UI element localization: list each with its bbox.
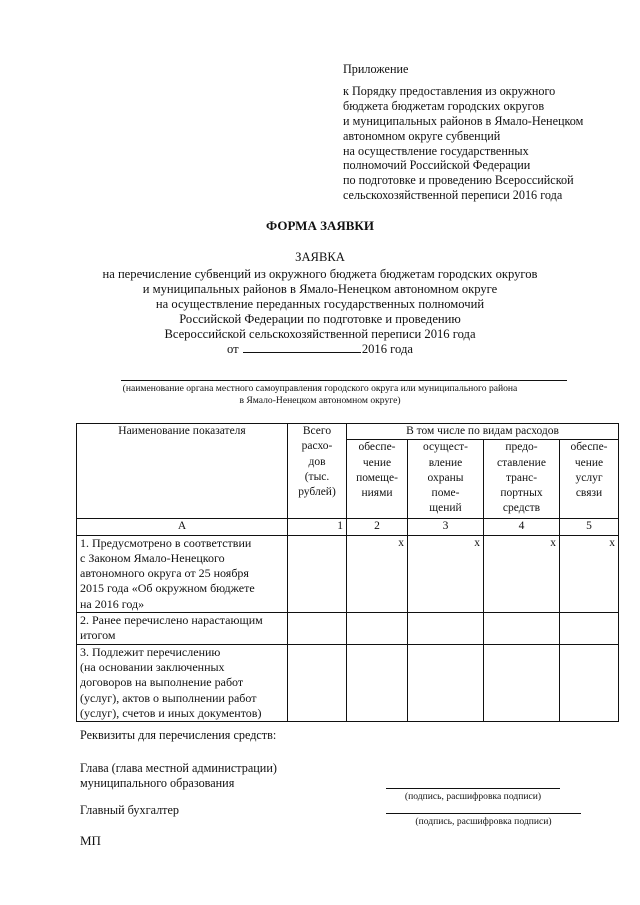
appendix-line: полномочий Российской Федерации [343, 158, 531, 173]
organization-name-field[interactable] [121, 380, 567, 381]
row-label [77, 644, 288, 721]
appendix-line: к Порядку предоставления из окружного [343, 83, 556, 98]
appendix-line: сельскохозяйственной переписи 2016 года [343, 188, 563, 203]
cell-mark[interactable]: x [347, 535, 408, 612]
cell-value[interactable] [408, 613, 484, 645]
header-total-line: расхо- [301, 440, 333, 453]
cell-mark[interactable]: x [408, 535, 484, 612]
col-number: А [77, 519, 288, 535]
row-label-line: 2015 года «Об окружном бюджете [80, 581, 255, 596]
header-line: на перечисление субвенций из окружного бюджета бюджетам городских округов [102, 266, 538, 281]
header-line: поме- [431, 487, 460, 500]
cell-value[interactable] [484, 613, 560, 645]
header-line: помеще- [356, 471, 398, 484]
row-label-line: (услуг), актов о выполнении работ [80, 690, 257, 705]
cell-mark[interactable]: x [560, 535, 619, 612]
date-row [0, 341, 640, 357]
appendix-line: по подготовке и проведению Всероссийской [343, 173, 574, 188]
header-line: вление [428, 456, 463, 469]
row-label [77, 535, 288, 612]
header-line: ниями [361, 487, 393, 500]
header-col-transport [484, 440, 560, 519]
col-number: 4 [484, 519, 560, 535]
col-number: 2 [347, 519, 408, 535]
header-line: и муниципальных районов в Ямало-Ненецком автономном округе [142, 281, 498, 296]
application-title: ЗАЯВКА [295, 250, 345, 264]
cell-value[interactable] [347, 613, 408, 645]
organization-caption [0, 383, 640, 408]
header-line: портных [500, 487, 543, 500]
header-line: ставление [497, 456, 546, 469]
date-prefix: от [227, 342, 239, 357]
cell-value[interactable] [347, 644, 408, 721]
header-total-line: Всего [302, 425, 332, 437]
row-label-line: 1. Предусмотрено в соответствии [80, 535, 252, 550]
accountant-signature-field[interactable] [386, 813, 581, 814]
header-line: Российской Федерации по подготовке и проведению [179, 311, 461, 326]
row-label-line: (на основании заключенных [80, 659, 225, 674]
row-label-line: с Законом Ямало-Ненецкого [80, 550, 225, 565]
header-col-premises [347, 440, 408, 519]
header-line: щений [429, 502, 462, 515]
row-label-line: автономного округа от 25 ноября [80, 566, 249, 581]
signature-caption: (подпись, расшифровка подписи) [415, 816, 552, 827]
row-label-line: (услуг), счетов и иных документов) [80, 705, 262, 720]
header-line: обеспе- [358, 441, 396, 454]
header-total-line: (тыс. [304, 470, 330, 483]
header-line: транс- [505, 471, 538, 484]
date-field[interactable] [243, 341, 361, 353]
header-col-communication [560, 440, 619, 519]
date-suffix: 2016 года [361, 342, 413, 357]
header-col-security [408, 440, 484, 519]
header-group: В том числе по видам расходов [347, 424, 619, 440]
header-line: на осуществление переданных государственных полномочий [155, 296, 485, 311]
header-line: чение [362, 456, 392, 469]
appendix-line: бюджета бюджетам городских округов [343, 98, 545, 113]
cell-total[interactable] [288, 644, 347, 721]
col-number: 1 [288, 519, 347, 535]
row-label-line: договоров на выполнение работ [80, 675, 244, 690]
header-line: чение [574, 456, 604, 469]
header-total-line: рублей) [298, 486, 336, 499]
table-row [77, 644, 619, 721]
requisites-label: Реквизиты для перечисления средств: [80, 728, 277, 742]
table-row [77, 613, 619, 645]
stamp-place: МП [80, 833, 101, 848]
organization-caption-line: (наименование органа местного самоуправления городского округа или муниципального района [122, 383, 518, 394]
table-row [77, 535, 619, 612]
row-label-line: 3. Подлежит перечислению [80, 644, 221, 659]
cell-mark[interactable]: x [484, 535, 560, 612]
head-title-line: муниципального образования [80, 776, 235, 790]
header-line: услуг [575, 471, 603, 484]
col-number: 3 [408, 519, 484, 535]
table-header-row [77, 424, 619, 440]
head-title-line: Глава (глава местной администрации) [80, 761, 277, 775]
appendix-line: на осуществление государственных [343, 143, 529, 158]
head-signature-field[interactable] [386, 788, 560, 789]
organization-caption-line: в Ямало-Ненецком автономном округе) [239, 395, 401, 407]
row-label-line: итогом [80, 628, 116, 643]
header-line: обеспе- [570, 441, 608, 454]
signature-caption: (подпись, расшифровка подписи) [404, 791, 542, 802]
header-indicator-name: Наименование показателя [77, 424, 288, 519]
cell-value[interactable] [560, 613, 619, 645]
appendix-line: автономном округе субвенций [343, 128, 501, 143]
table-number-row [77, 519, 619, 535]
col-number: 5 [560, 519, 619, 535]
appendix-title: Приложение [343, 62, 409, 76]
cell-total[interactable] [288, 535, 347, 612]
cell-value[interactable] [408, 644, 484, 721]
header-line: охраны [427, 471, 464, 484]
header-line: осущест- [423, 441, 468, 454]
cell-value[interactable] [560, 644, 619, 721]
header-total-line: дов [308, 455, 326, 468]
header-line: Всероссийской сельскохозяйственной переписи 2016 года [164, 326, 476, 341]
row-label-line: на 2016 год» [80, 596, 145, 611]
cell-value[interactable] [484, 644, 560, 721]
application-header [0, 250, 640, 357]
row-label [77, 613, 288, 645]
cell-total[interactable] [288, 613, 347, 645]
form-title: ФОРМА ЗАЯВКИ [266, 218, 374, 233]
row-label-line: 2. Ранее перечислено нарастающим [80, 613, 263, 628]
expenditure-table [76, 423, 619, 722]
appendix-block [343, 62, 633, 203]
header-total [288, 424, 347, 519]
header-line: связи [575, 487, 603, 500]
header-line: предо- [505, 441, 538, 454]
header-line: средств [502, 502, 541, 515]
appendix-line: и муниципальных районов в Ямало-Ненецком [343, 113, 584, 128]
accountant-label: Главный бухгалтер [80, 803, 180, 817]
